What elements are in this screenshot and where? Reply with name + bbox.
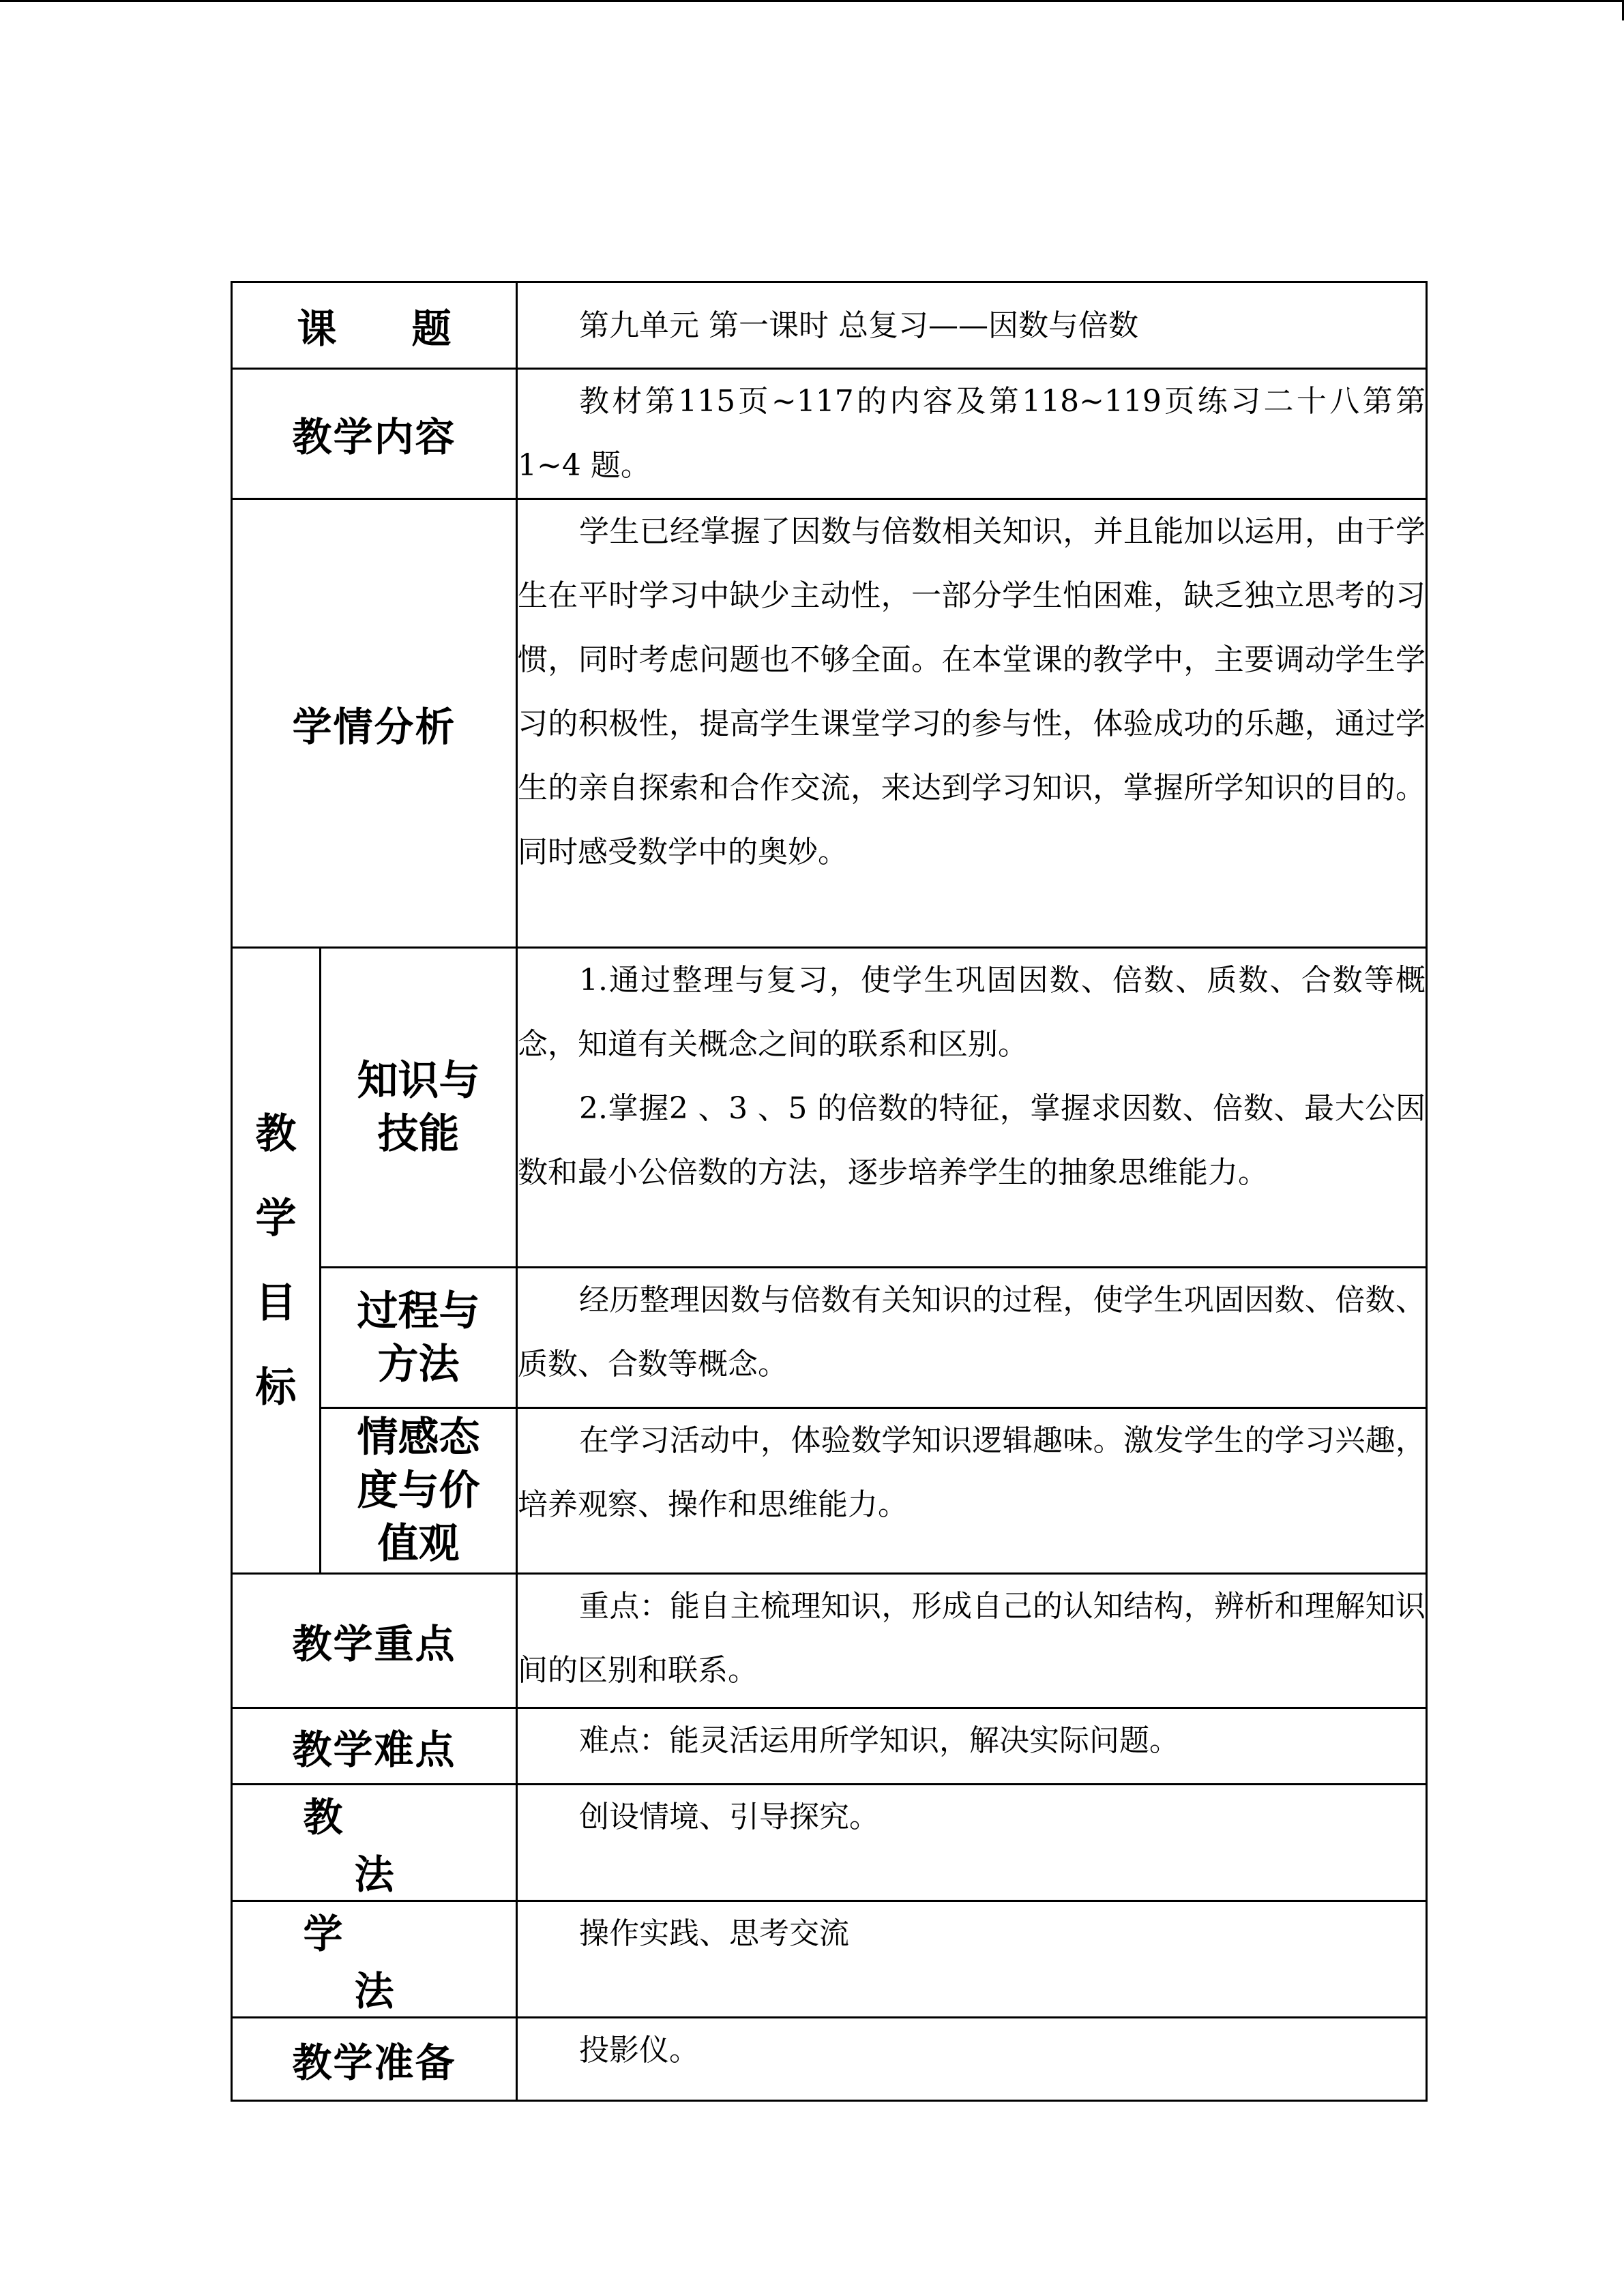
topic-label: 课题 — [232, 282, 517, 369]
knowledge-skills-text: 1.通过整理与复习，使学生巩固因数、倍数、质数、合数等概念，知道有关概念之间的联系和区别。 2.掌握2 、3 、5 的倍数的特征，掌握求因数、倍数、最大公因数和最小公倍数的方法，逐步培养学生的抽象思维能力。 — [517, 948, 1427, 1268]
row-goal-process — [232, 1268, 1427, 1408]
learning-method-text: 操作实践、思考交流 — [517, 1901, 1427, 2018]
emotion-values-text: 在学习活动中，体验数学知识逻辑趣味。激发学生的学习兴趣，培养观察、操作和思维能力。 — [517, 1408, 1427, 1574]
key-point-label: 教学重点 — [232, 1574, 517, 1708]
student-analysis-text: 学生已经掌握了因数与倍数相关知识，并且能加以运用，由于学生在平时学习中缺少主动性，一部分学生怕困难，缺乏独立思考的习惯，同时考虑问题也不够全面。在本堂课的教学中，主要调动学生学习的积极性，提高学生课堂学习的参与性，体验成功的乐趣，通过学生的亲自探索和合作交流，来达到学习知识，掌握所学知识的目的。同时感受数学中的奥妙。 — [517, 499, 1427, 948]
row-learning-method — [232, 1901, 1427, 2018]
difficulty-label: 教学难点 — [232, 1708, 517, 1785]
preparation-text: 投影仪。 — [517, 2018, 1427, 2101]
teaching-method-text: 创设情境、引导探究。 — [517, 1785, 1427, 1901]
row-goal-knowledge — [232, 948, 1427, 1268]
row-difficulty — [232, 1708, 1427, 1785]
row-teaching-content — [232, 369, 1427, 499]
student-analysis-label: 学情分析 — [232, 499, 517, 948]
process-method-text: 经历整理因数与倍数有关知识的过程，使学生巩固因数、倍数、质数、合数等概念。 — [517, 1268, 1427, 1408]
teaching-goals-label: 教学目标 — [232, 948, 321, 1574]
lesson-plan-table — [231, 281, 1428, 2102]
row-topic — [232, 282, 1427, 369]
row-teaching-method — [232, 1785, 1427, 1901]
teaching-method-label: 教法 — [232, 1785, 517, 1901]
key-point-text: 重点：能自主梳理知识，形成自己的认知结构，辨析和理解知识间的区别和联系。 — [517, 1574, 1427, 1708]
row-key-point — [232, 1574, 1427, 1708]
preparation-label: 教学准备 — [232, 2018, 517, 2101]
teaching-content-text: 教材第115页~117的内容及第118~119页练习二十八第第1~4 题。 — [517, 369, 1427, 499]
process-method-label: 过程与方法 — [321, 1268, 517, 1408]
row-student-analysis — [232, 499, 1427, 948]
row-goal-emotion — [232, 1408, 1427, 1574]
knowledge-skills-label: 知识与技能 — [321, 948, 517, 1268]
teaching-content-label: 教学内容 — [232, 369, 517, 499]
row-preparation — [232, 2018, 1427, 2101]
topic-content: 第九单元 第一课时 总复习——因数与倍数 — [517, 282, 1427, 369]
difficulty-text: 难点：能灵活运用所学知识，解决实际问题。 — [517, 1708, 1427, 1785]
emotion-values-label: 情感态度与价值观 — [321, 1408, 517, 1574]
learning-method-label: 学法 — [232, 1901, 517, 2018]
page-top-border — [0, 0, 1624, 2]
